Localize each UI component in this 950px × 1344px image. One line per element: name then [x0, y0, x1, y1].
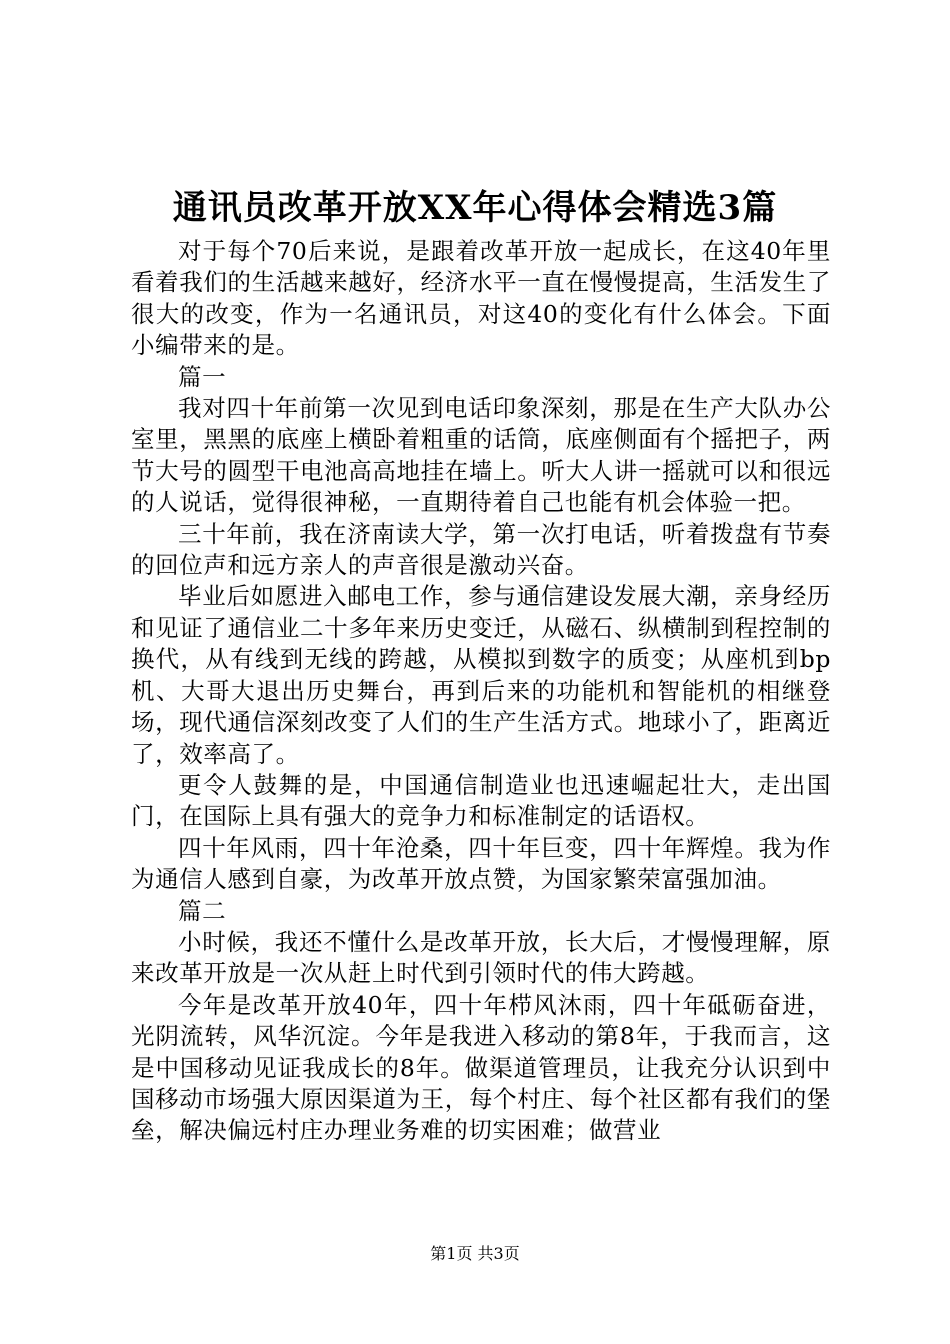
page-number-footer: 第1页 共3页	[430, 1244, 520, 1263]
paragraph: 今年是改革开放40年，四十年栉风沐雨，四十年砥砺奋进，光阴流转，风华沉淀。今年是我进入移动的第8年，于我而言，这是中国移动见证我成长的8年。做渠道管理员，让我充分认识到中国移动市场强大原因渠道为王，每个村庄、每个社区都有我们的堡垒，解决偏远村庄办理业务难的切实困难；做营业	[131, 990, 831, 1145]
section-heading-part-one: 篇一	[178, 362, 227, 391]
paragraph: 三十年前，我在济南读大学，第一次打电话，听着拨盘有节奏的回位声和远方亲人的声音很是激动兴奋。	[131, 519, 831, 580]
section-heading-part-two: 篇二	[178, 896, 227, 925]
paragraph-intro: 对于每个70后来说，是跟着改革开放一起成长，在这40年里看着我们的生活越来越好，经济水平一直在慢慢提高，生活发生了很大的改变，作为一名通讯员，对这40的变化有什么体会。下面小编带来的是。	[131, 237, 831, 360]
paragraph: 我对四十年前第一次见到电话印象深刻，那是在生产大队办公室里，黑黑的底座上横卧着粗重的话筒，底座侧面有个摇把子，两节大号的圆型干电池高高地挂在墙上。听大人讲一摇就可以和很远的人说话，觉得很神秘，一直期待着自己也能有机会体验一把。	[131, 394, 831, 517]
document-title: 通讯员改革开放XX年心得体会精选3篇	[172, 188, 778, 228]
paragraph: 更令人鼓舞的是，中国通信制造业也迅速崛起壮大，走出国门，在国际上具有强大的竞争力和标准制定的话语权。	[131, 770, 831, 831]
paragraph: 毕业后如愿进入邮电工作，参与通信建设发展大潮，亲身经历和见证了通信业二十多年来历史变迁，从磁石、纵横制到程控制的换代，从有线到无线的跨越，从模拟到数字的质变；从座机到bp机、大哥大退出历史舞台，再到后来的功能机和智能机的相继登场，现代通信深刻改变了人们的生产生活方式。地球小了，距离近了，效率高了。	[131, 582, 831, 768]
paragraph: 小时候，我还不懂什么是改革开放，长大后，才慢慢理解，原来改革开放是一次从赶上时代到引领时代的伟大跨越。	[131, 927, 831, 988]
paragraph: 四十年风雨，四十年沧桑，四十年巨变，四十年辉煌。我为作为通信人感到自豪，为改革开放点赞，为国家繁荣富强加油。	[131, 833, 831, 894]
document-body	[131, 236, 831, 1147]
